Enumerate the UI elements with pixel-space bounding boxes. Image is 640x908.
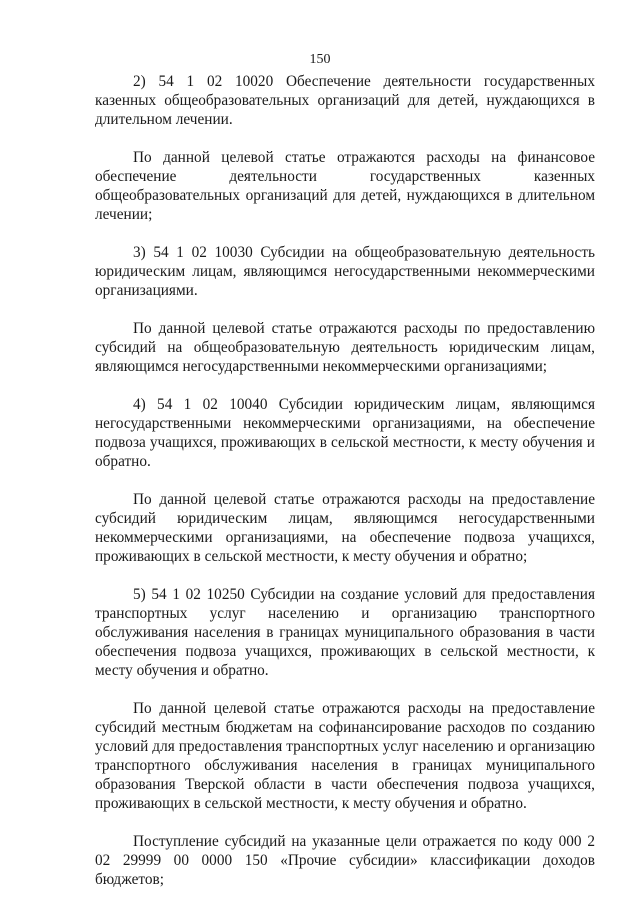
paragraph-item-3: 3) 54 1 02 10030 Субсидии на общеобразовательную деятельность юридическим лицам, являющимся негосударственными некоммерческими организациями.: [95, 244, 595, 299]
document-body: [95, 72, 595, 908]
page-number: 150: [309, 52, 331, 67]
paragraph-revenue-code: Поступление субсидий на указанные цели отражается по коду 000 2 02 29999 00 0000 150 «Прочие субсидии» классификации доходов бюджетов;: [95, 833, 595, 888]
paragraph-item-4: 4) 54 1 02 10040 Субсидии юридическим лицам, являющимся негосударственными некоммерческими организациями, на обеспечение подвоза учащихся, проживающих в сельской местности, к месту обучения и обратно.: [95, 396, 595, 470]
paragraph-item-5: 5) 54 1 02 10250 Субсидии на создание условий для предоставления транспортных услуг населению и организацию транспортного обслуживания населения в границах муниципального образования в части обеспечения подвоза учащихся, проживающих в сельской местности, к месту обучения и обратно.: [95, 586, 595, 679]
paragraph-item-2: 2) 54 1 02 10020 Обеспечение деятельности государственных казенных общеобразовательных организаций для детей, нуждающихся в длительном лечении.: [95, 73, 595, 128]
paragraph-item-2-description: По данной целевой статье отражаются расходы на финансовое обеспечение деятельности государственных казенных общеобразовательных организаций для детей, нуждающихся в длительном лечении;: [95, 149, 595, 223]
paragraph-item-3-description: По данной целевой статье отражаются расходы по предоставлению субсидий на общеобразовательную деятельность юридическим лицам, являющимся негосударственными некоммерческими организациями;: [95, 320, 595, 375]
paragraph-item-5-description: По данной целевой статье отражаются расходы на предоставление субсидий местным бюджетам на софинансирование расходов по созданию условий для предоставления транспортных услуг населению и организацию транспортного обслуживания населения в границах муниципального образования Тверской области в части обеспечения подвоза учащихся, проживающих в сельской местности, к месту обучения и обратно.: [95, 700, 595, 812]
paragraph-item-4-description: По данной целевой статье отражаются расходы на предоставление субсидий юридическим лицам, являющимся негосударственными некоммерческими организациями, на обеспечение подвоза учащихся, проживающих в сельской местности, к месту обучения и обратно;: [95, 491, 595, 565]
